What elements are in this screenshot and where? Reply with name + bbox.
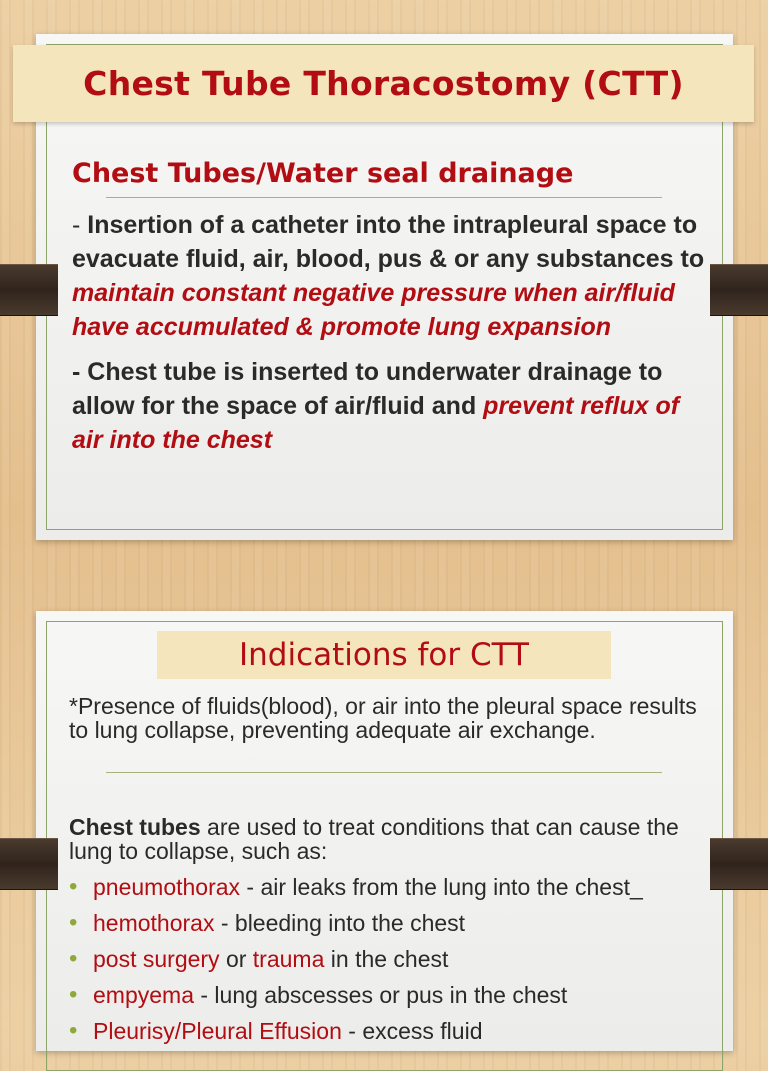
binder-clip-right-2 [710,838,768,890]
bullet-icon: • [69,873,78,900]
list-item [69,982,709,1018]
condition-description: - air leaks from the lung into the chest_ [240,874,643,900]
condition-description: in the chest [324,946,449,972]
slide-1-title: Chest Tube Thoracostomy (CTT) [83,64,684,103]
lead-bold: Chest tubes [69,814,201,840]
condition-term: empyema [93,982,194,1008]
bullet-icon: • [69,909,78,936]
slide-2-intro: *Presence of fluids(blood), or air into the pleural space results to lung collapse, preventing adequate air exchange. [69,693,697,743]
paragraph-1-text: Insertion of a catheter into the intrapleural space to evacuate fluid, air, blood, pus & or any substances to [72,211,705,273]
condition-term: pneumothorax [93,874,241,900]
condition-term: post surgery [93,946,220,972]
binder-clip-left [0,264,58,316]
slide-1-title-band [13,45,754,122]
paragraph-2-emphasis: prevent reflux of air into the chest [72,392,680,454]
bullet-icon: • [69,981,78,1008]
condition-description: - bleeding into the chest [214,910,466,936]
condition-description: or [219,946,253,972]
condition-description: - lung abscesses or pus in the chest [193,982,568,1008]
list-item [69,946,709,982]
paragraph-2-text: - Chest tube is inserted to underwater drainage to allow for the space of air/fluid and [72,358,663,420]
slide-2-title: Indications for CTT [239,637,529,673]
binder-clip-right [710,264,768,316]
conditions-list [69,874,709,1054]
slide-2-title-box [157,631,611,679]
condition-term: Pleurisy/Pleural Effusion [93,1018,342,1044]
condition-description: - excess fluid [341,1018,483,1044]
list-item [69,874,709,910]
condition-term: trauma [252,946,325,972]
binder-clip-left-2 [0,838,58,890]
slide-1-body [72,208,712,468]
condition-term: hemothorax [93,910,215,936]
slide-1-subheading: Chest Tubes/Water seal drainage [72,158,574,189]
list-item [69,910,709,946]
paragraph-1-emphasis: maintain constant negative pressure when air/fluid have accumulated & promote lung expansion [72,279,675,341]
slide-1-paragraph-2 [72,355,712,457]
slide-2-divider [106,772,662,773]
lead-rest: are used to treat conditions that can cause the lung to collapse, such as: [69,814,679,864]
bullet-icon: • [69,1017,78,1044]
bullet-icon: • [69,945,78,972]
list-item [69,1018,709,1054]
slide-1-divider [106,197,662,198]
slide-2-lead [69,815,709,863]
slide-1-paragraph-1 [72,208,712,344]
dash-marker: - [72,211,88,239]
